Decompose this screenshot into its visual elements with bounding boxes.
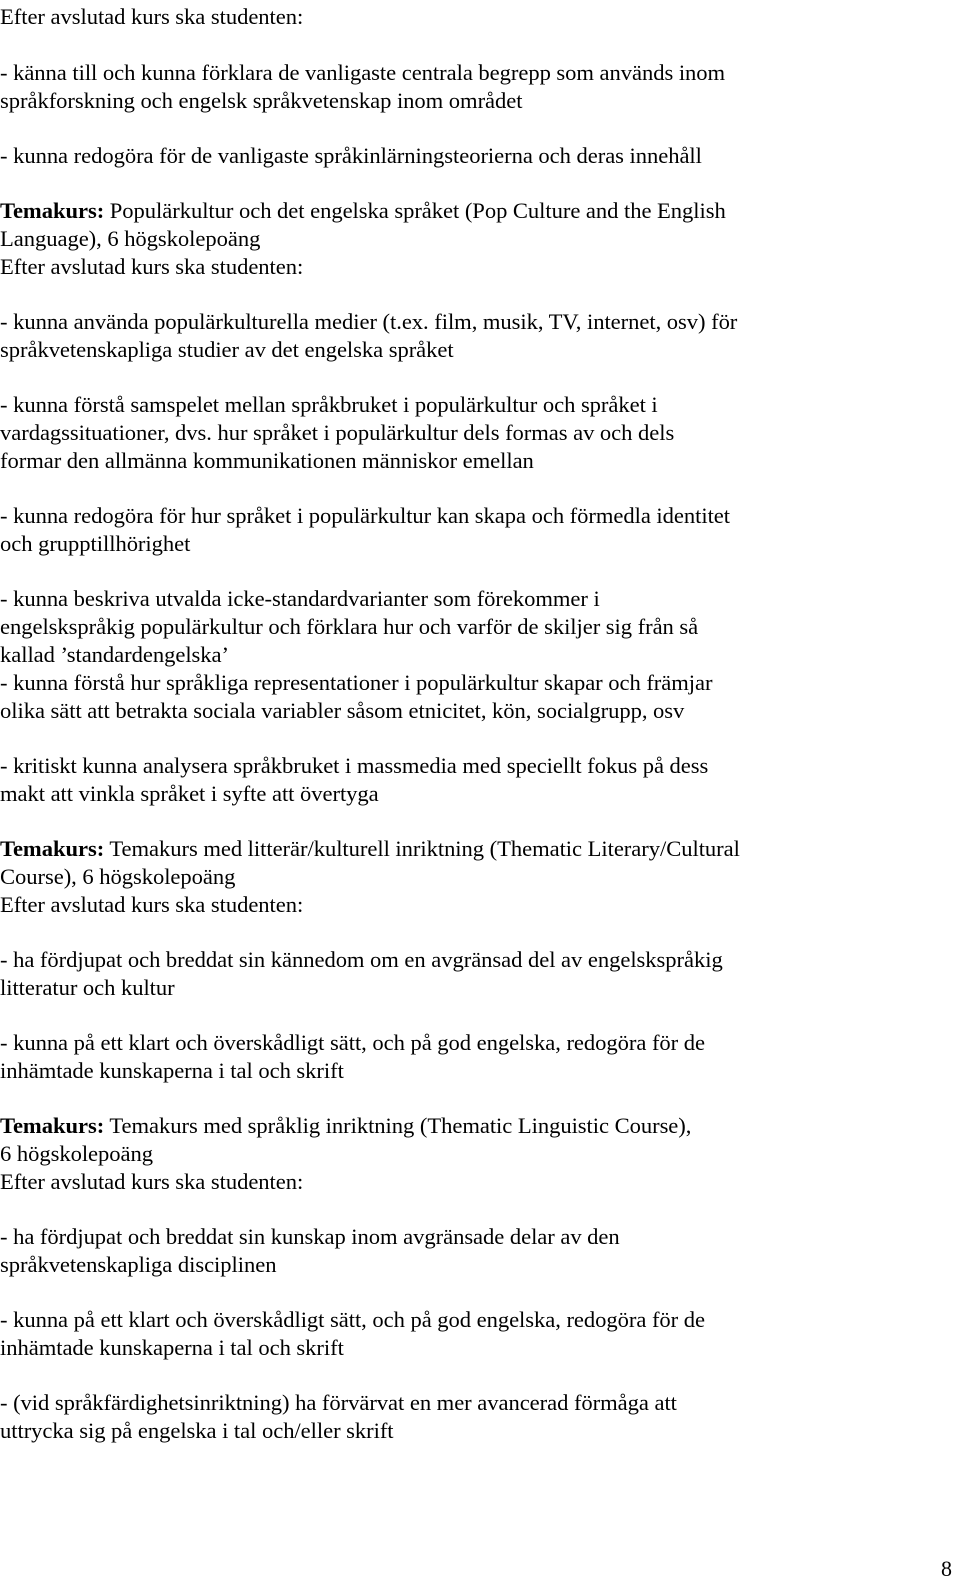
text-line: - kunna redogöra för de vanligaste språkinlärningsteorierna och deras innehåll [0, 143, 702, 168]
text-line: formar den allmänna kommunikationen människor emellan [0, 448, 534, 473]
course-heading-line: Temakurs: Temakurs med språklig inriktning (Thematic Linguistic Course), [0, 1113, 692, 1138]
text-line: - kunna förstå hur språkliga representationer i populärkultur skapar och främjar [0, 670, 713, 695]
text-line: - kunna på ett klart och överskådligt sätt, och på god engelska, redogöra för de [0, 1307, 705, 1332]
text-line: 6 högskolepoäng [0, 1141, 153, 1166]
text-line: - kunna använda populärkulturella medier (t.ex. film, musik, TV, internet, osv) för [0, 309, 738, 334]
text-line: språkvetenskapliga studier av det engelska språket [0, 337, 454, 362]
course-heading-line: Temakurs: Populärkultur och det engelska språket (Pop Culture and the English [0, 198, 726, 223]
text-line: Language), 6 högskolepoäng [0, 226, 261, 251]
text-line: vardagssituationer, dvs. hur språket i populärkultur dels formas av och dels [0, 420, 675, 445]
text-line: - känna till och kunna förklara de vanligaste centrala begrepp som används inom [0, 60, 726, 85]
text-line: engelskspråkig populärkultur och förklara hur och varför de skiljer sig från så [0, 614, 699, 639]
text-line: - ha fördjupat och breddat sin kännedom om en avgränsad del av engelskspråkig [0, 947, 723, 972]
text-line: - kunna redogöra för hur språket i populärkultur kan skapa och förmedla identitet [0, 503, 731, 528]
text-line: språkvetenskapliga disciplinen [0, 1252, 277, 1277]
text-line: och grupptillhörighet [0, 531, 191, 556]
text-line: - ha fördjupat och breddat sin kunskap inom avgränsade delar av den [0, 1224, 620, 1249]
page-number: 8 [941, 1556, 952, 1581]
text-line: Efter avslutad kurs ska studenten: [0, 4, 304, 29]
text-line: olika sätt att betrakta sociala variabler såsom etnicitet, kön, socialgrupp, osv [0, 698, 685, 723]
text-line: - kunna på ett klart och överskådligt sätt, och på god engelska, redogöra för de [0, 1030, 705, 1055]
text-line: makt att vinkla språket i syfte att övertyga [0, 781, 379, 806]
text-line: - kunna beskriva utvalda icke-standardvarianter som förekommer i [0, 586, 600, 611]
course-label: Temakurs: [0, 198, 105, 223]
text-line: inhämtade kunskaperna i tal och skrift [0, 1335, 344, 1360]
text-line: Efter avslutad kurs ska studenten: [0, 892, 304, 917]
text-line: kallad ’standardengelska’ [0, 642, 229, 667]
text-line: Course), 6 högskolepoäng [0, 864, 236, 889]
text-line: Efter avslutad kurs ska studenten: [0, 1169, 304, 1194]
text-line: Efter avslutad kurs ska studenten: [0, 254, 304, 279]
text-line: litteratur och kultur [0, 975, 175, 1000]
text-line: - kunna förstå samspelet mellan språkbruket i populärkultur och språket i [0, 392, 658, 417]
course-label: Temakurs: [0, 836, 105, 861]
text-line: - (vid språkfärdighetsinriktning) ha förvärvat en mer avancerad förmåga att [0, 1390, 677, 1415]
text-line: inhämtade kunskaperna i tal och skrift [0, 1058, 344, 1083]
text-line: språkforskning och engelsk språkvetenskap inom området [0, 88, 523, 113]
course-label: Temakurs: [0, 1113, 105, 1138]
text-line: uttrycka sig på engelska i tal och/eller skrift [0, 1418, 394, 1443]
text-line: - kritiskt kunna analysera språkbruket i massmedia med speciellt fokus på dess [0, 753, 709, 778]
course-heading-line: Temakurs: Temakurs med litterär/kulturell inriktning (Thematic Literary/Cultural [0, 836, 740, 861]
